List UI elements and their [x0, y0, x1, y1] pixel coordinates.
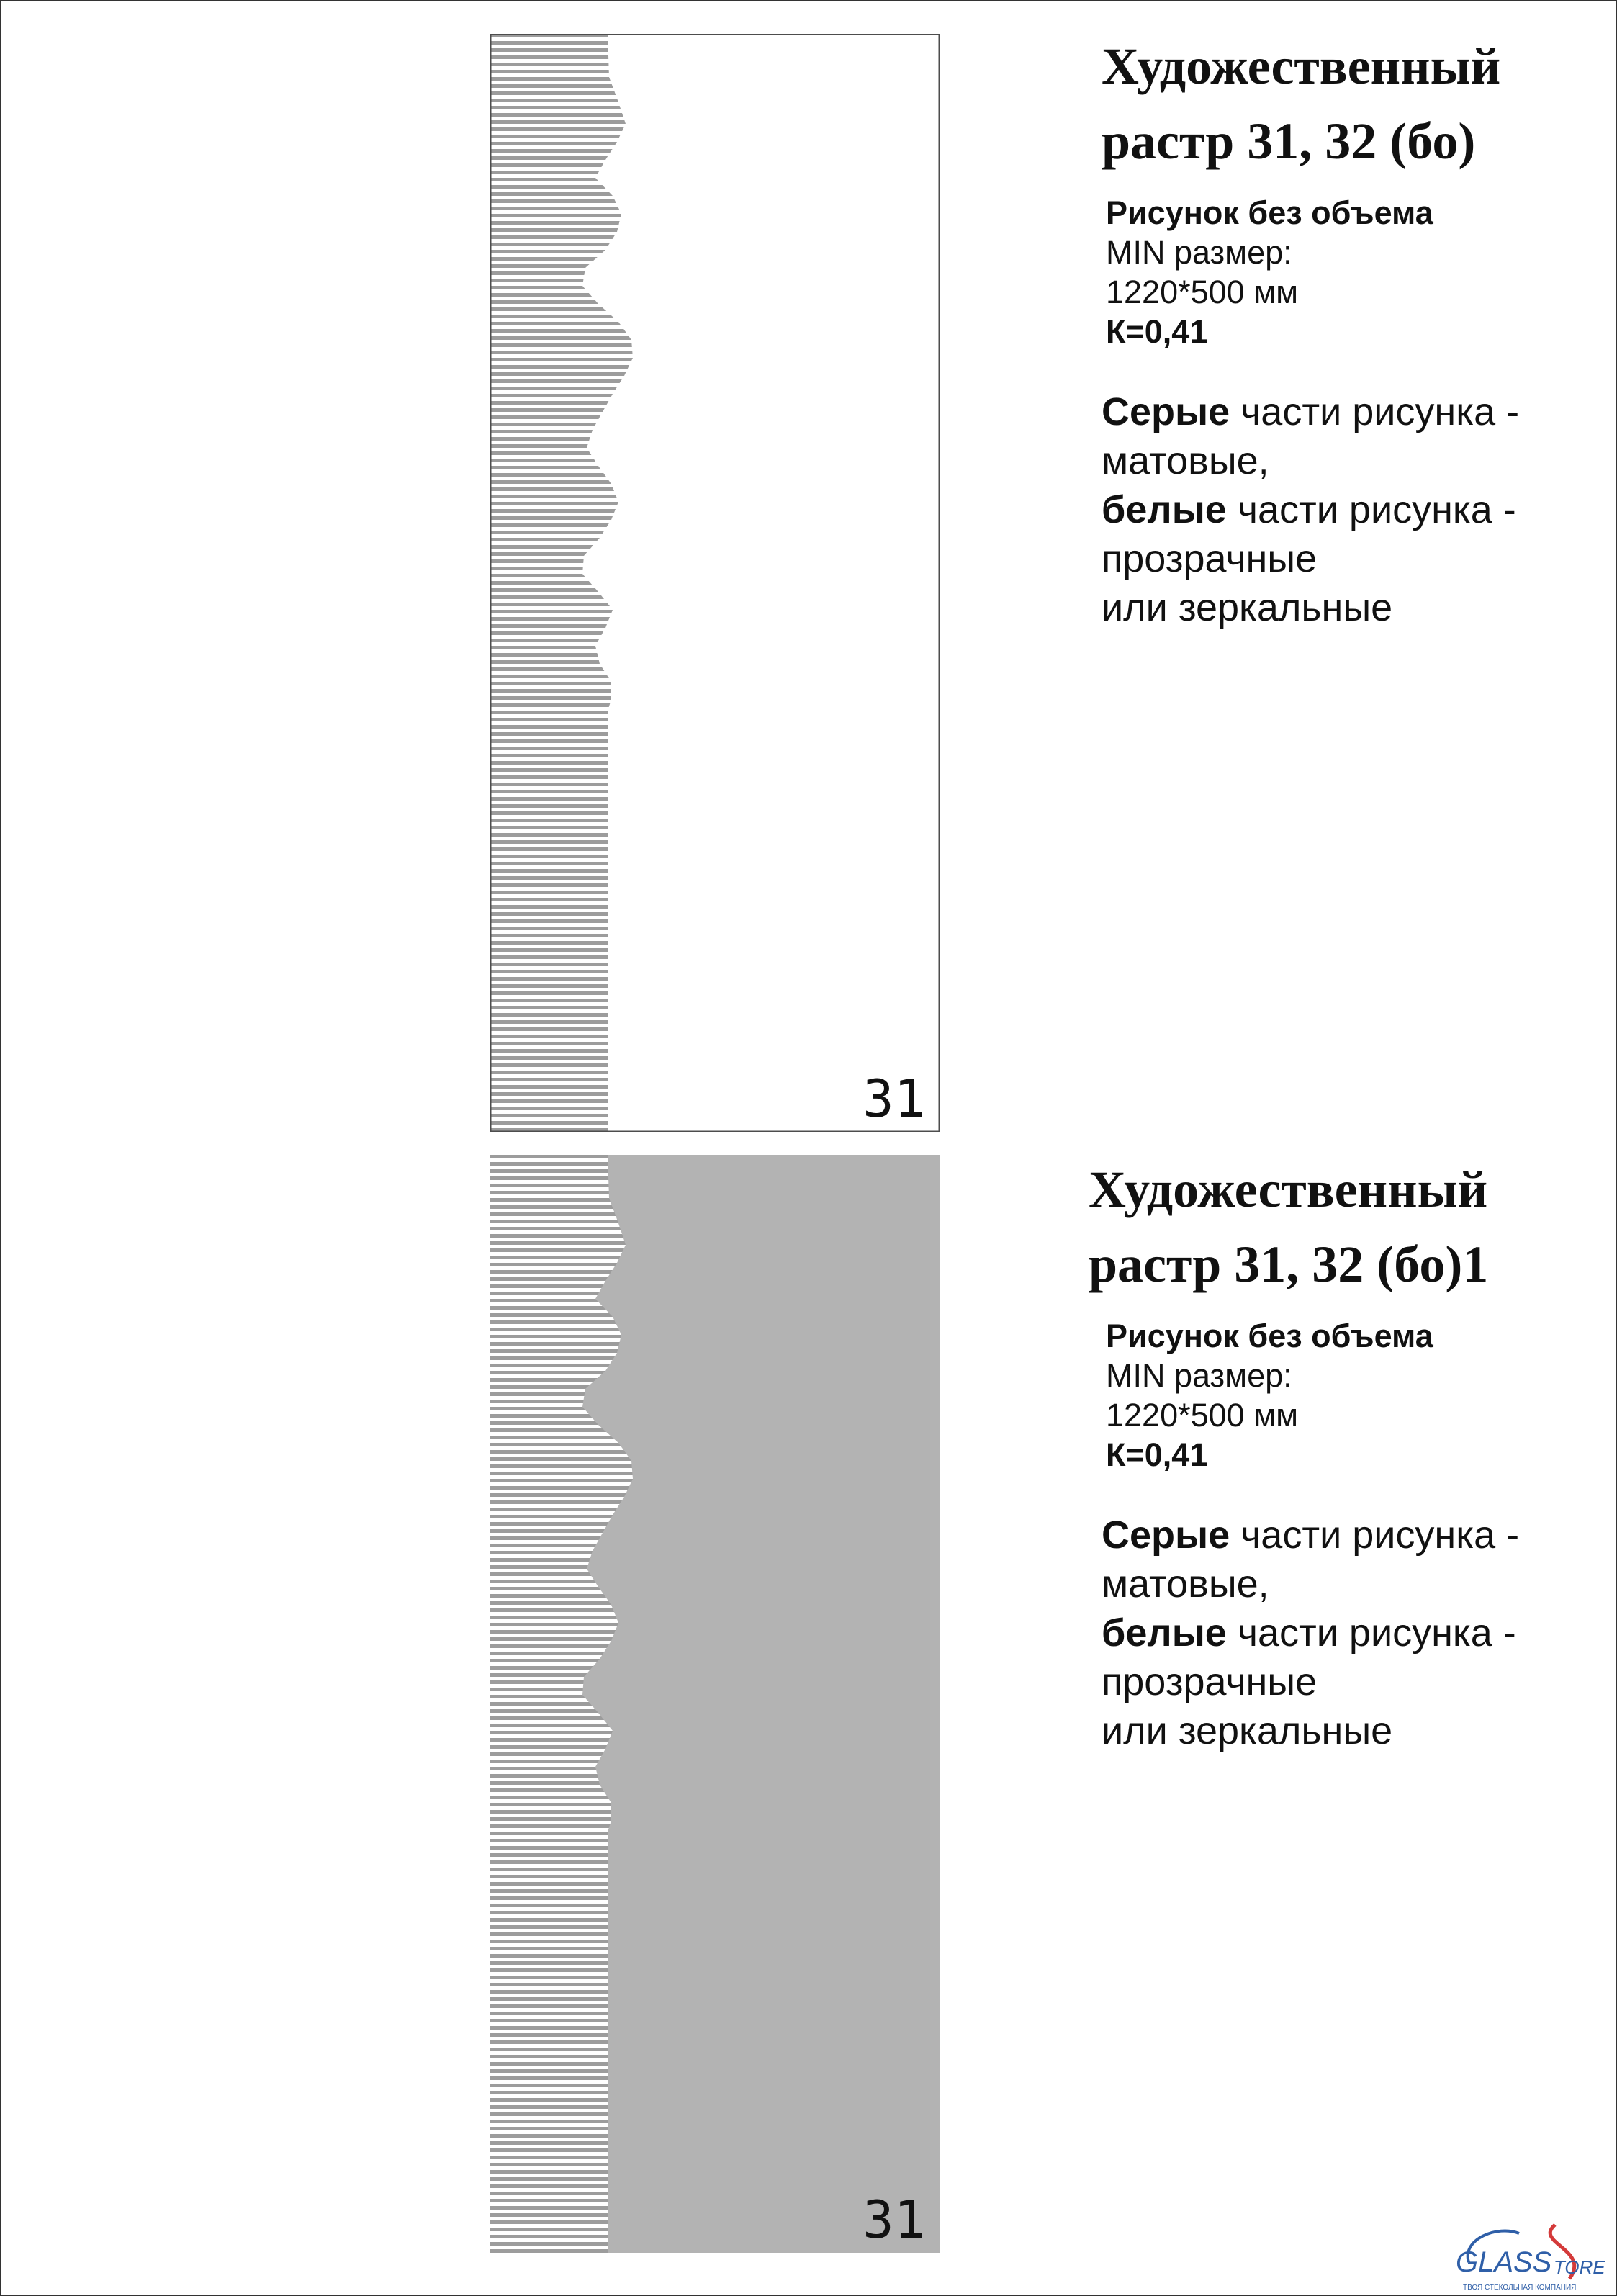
- spec-coefficient: К=0,41: [1106, 313, 1208, 350]
- desc-white-line3: или зеркальные: [1102, 586, 1393, 629]
- description-block-2: [1089, 1152, 1593, 1755]
- spec-size: 1220*500 мм: [1106, 274, 1299, 310]
- raster-pattern-drawing: [490, 34, 940, 1132]
- spec-size: 1220*500 мм: [1106, 1397, 1299, 1433]
- spec-min-label: MIN размер:: [1106, 234, 1292, 271]
- title-line-2: растр 31, 32 (бо): [1102, 112, 1476, 170]
- desc-white-bold: белые: [1102, 488, 1227, 531]
- desc-gray-line2: матовые,: [1102, 439, 1269, 482]
- pattern-panel-31-matte: [490, 1155, 940, 2253]
- spec-min-label: MIN размер:: [1106, 1357, 1292, 1394]
- spec-heading: Рисунок без объема: [1106, 1318, 1433, 1354]
- panel-number: 31: [862, 1068, 925, 1129]
- desc-white-line2: прозрачные: [1102, 1660, 1318, 1703]
- desc-gray-bold: Серые: [1102, 1513, 1230, 1557]
- logo-tagline: ТВОЯ СТЕКОЛЬНАЯ КОМПАНИЯ: [1463, 2284, 1577, 2292]
- desc-gray-bold: Серые: [1102, 390, 1230, 433]
- desc-gray-line2: матовые,: [1102, 1562, 1269, 1606]
- desc-gray-rest: части рисунка -: [1230, 1513, 1520, 1557]
- title-line-1: Художественный: [1089, 1161, 1488, 1218]
- finish-description: [1102, 1511, 1593, 1755]
- desc-gray-line: [1102, 387, 1605, 436]
- desc-white-rest: части рисунка -: [1226, 488, 1516, 531]
- title-line-2: растр 31, 32 (бо)1: [1089, 1235, 1489, 1293]
- desc-white-line: [1102, 485, 1605, 534]
- finish-description: [1102, 387, 1605, 632]
- desc-gray-line: [1102, 1511, 1593, 1559]
- desc-white-rest: части рисунка -: [1226, 1611, 1516, 1655]
- logo-text-tore: TORE: [1554, 2256, 1605, 2278]
- title-line-1: Художественный: [1102, 37, 1501, 95]
- title: [1089, 1152, 1593, 1302]
- pattern-panel-31: [490, 34, 940, 1132]
- spec-block: [1106, 1316, 1593, 1475]
- spec-coefficient: К=0,41: [1106, 1436, 1208, 1473]
- spec-block: [1106, 193, 1605, 351]
- raster-pattern-drawing: [490, 1155, 940, 2253]
- desc-white-line3: или зеркальные: [1102, 1709, 1393, 1752]
- glass-store-logo: [1447, 2218, 1609, 2293]
- desc-gray-rest: части рисунка -: [1230, 390, 1520, 433]
- title: [1102, 29, 1605, 179]
- panel-number: 31: [862, 2189, 925, 2250]
- description-block-1: [1102, 29, 1605, 632]
- desc-white-line2: прозрачные: [1102, 537, 1318, 580]
- spec-heading: Рисунок без объема: [1106, 194, 1433, 231]
- logo-mark: [1447, 2218, 1609, 2293]
- desc-white-bold: белые: [1102, 1611, 1227, 1655]
- desc-white-line: [1102, 1608, 1593, 1657]
- logo-text-glass: GLASS: [1456, 2246, 1552, 2278]
